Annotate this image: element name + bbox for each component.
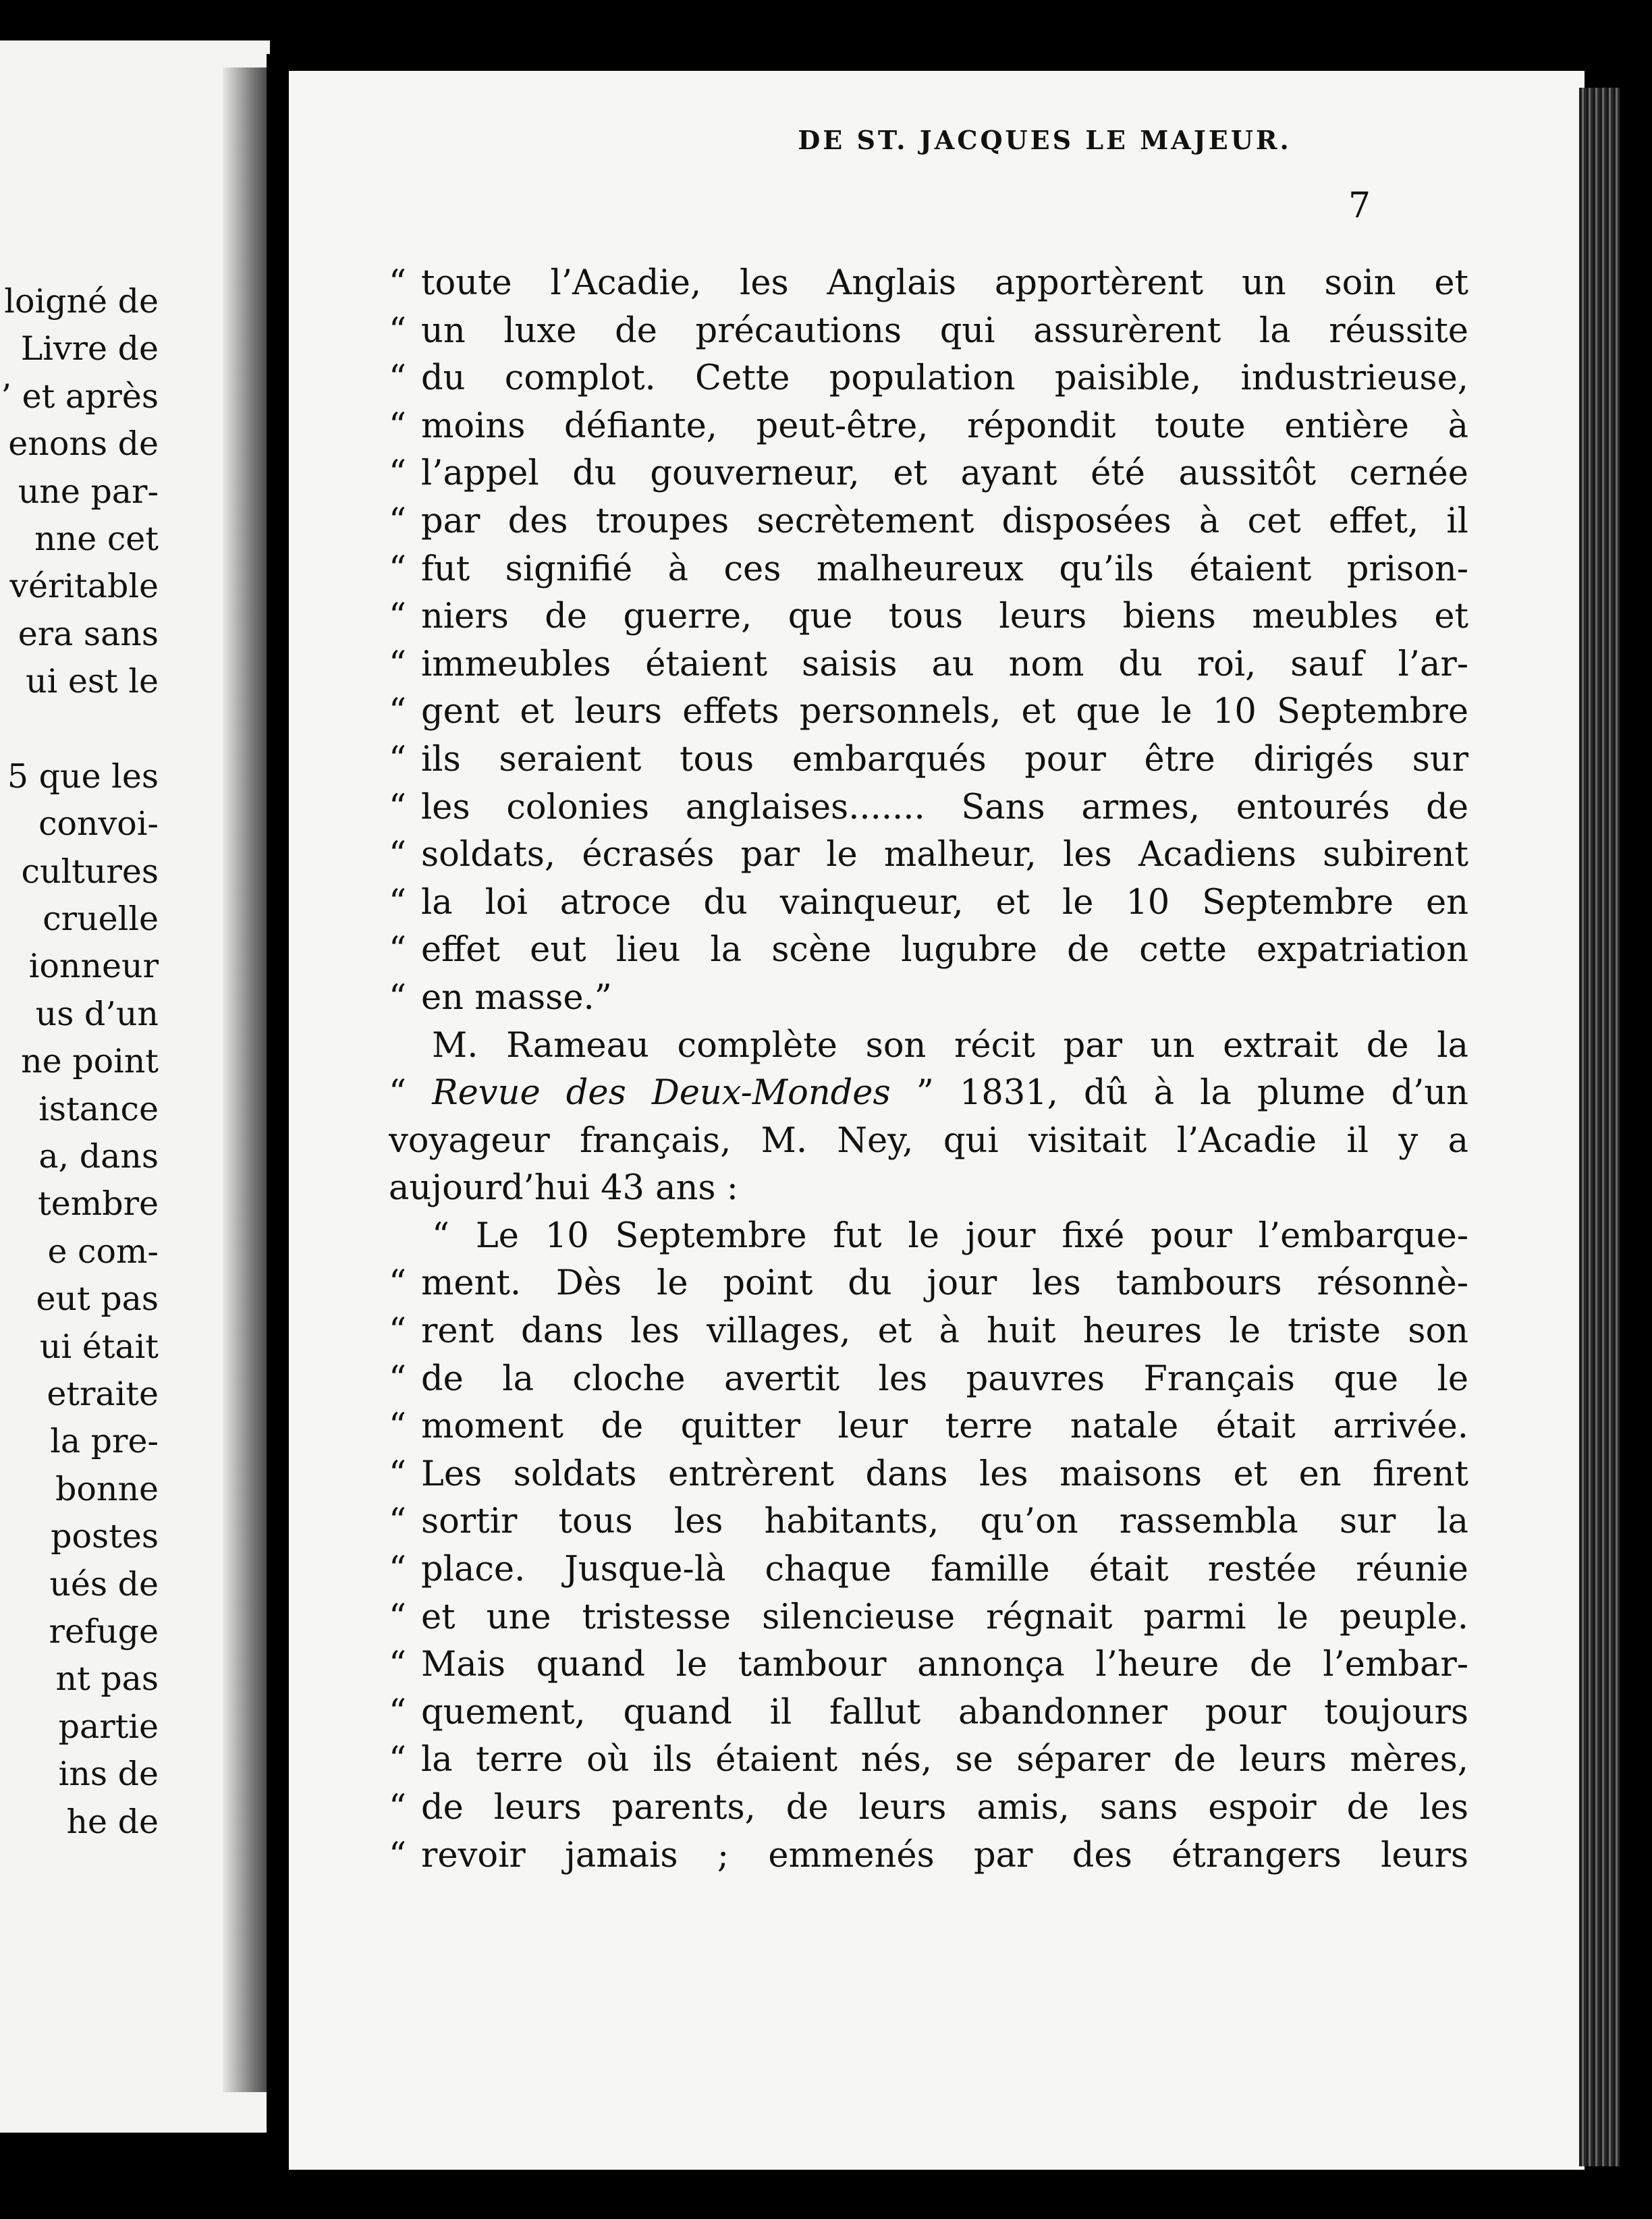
quote-mark: “ — [389, 310, 407, 351]
left-page-line: eut pas — [36, 1280, 159, 1319]
left-page-line: 5 que les — [7, 757, 159, 796]
quoted-line — [389, 260, 1468, 308]
quoted-line — [389, 736, 1468, 784]
quoted-line-text: immeubles étaient saisis au nom du roi, sauf l’ar- — [421, 644, 1468, 684]
quote-mark: “ — [389, 692, 407, 732]
quoted-line — [389, 1498, 1468, 1546]
left-page-line: enons de — [8, 424, 159, 464]
page-number: 7 — [1348, 186, 1371, 226]
quoted-line-text: soldats, écrasés par le malheur, les Acadiens subirent — [421, 835, 1468, 875]
left-page-line: partie — [58, 1707, 159, 1746]
quoted-line-text: rent dans les villages, et à huit heures le triste son — [421, 1311, 1468, 1352]
quoted-line — [389, 308, 1468, 356]
left-page-line: ’ et après — [1, 377, 159, 416]
quoted-line-text: les colonies anglaises....... Sans armes, entourés de — [421, 787, 1468, 827]
quote-mark: “ — [389, 1311, 407, 1352]
quoted-line — [389, 1356, 1468, 1404]
left-page-line: Livre de — [20, 329, 159, 368]
quote-mark: “ — [389, 1550, 407, 1590]
left-page-line: une par- — [18, 472, 159, 511]
quoted-line — [389, 498, 1468, 546]
quoted-line — [389, 1308, 1468, 1356]
left-page-line: ionneur — [28, 947, 159, 986]
quoted-line — [389, 1403, 1468, 1451]
left-page-line: cruelle — [43, 900, 159, 939]
quote-mark: “ — [389, 358, 407, 399]
quoted-line-text: l’appel du gouverneur, et ayant été aussitôt cernée — [421, 454, 1468, 494]
quoted-line — [389, 1546, 1468, 1594]
quoted-line — [389, 1689, 1468, 1737]
quote-mark: “ — [389, 1788, 407, 1828]
quote-mark: “ — [389, 1597, 407, 1637]
left-page-line: ués de — [49, 1564, 159, 1604]
quoted-line — [389, 688, 1468, 736]
quote-mark: “ — [389, 1502, 407, 1542]
left-page-line: he de — [66, 1802, 159, 1841]
quote-mark: “ — [389, 930, 407, 970]
quoted-line-text: de la cloche avertit les pauvres Français que le — [421, 1359, 1468, 1399]
left-page-line: era sans — [18, 614, 159, 653]
quote-mark: “ — [389, 1740, 407, 1780]
left-page-line: tembre — [38, 1184, 159, 1224]
quoted-line — [389, 927, 1468, 975]
quoted-line-text: du complot. Cette population paisible, industrieuse, — [421, 358, 1468, 399]
quoted-line — [389, 831, 1468, 879]
quoted-line-text: quement, quand il fallut abandonner pour toujours — [421, 1692, 1468, 1732]
scan-bottom-border — [289, 2170, 1585, 2219]
quoted-line — [389, 1832, 1468, 1880]
quote-mark: “ — [389, 1406, 407, 1447]
paragraph-line: M. Rameau complète son récit par un extrait de la — [432, 1025, 1468, 1066]
quoted-line — [389, 450, 1468, 498]
quoted-line — [389, 1594, 1468, 1642]
quoted-line — [389, 355, 1468, 403]
quoted-line-text: en masse.” — [421, 977, 612, 1018]
left-page-line: nne cet — [34, 519, 159, 558]
quoted-line-text: et une tristesse silencieuse régnait parmi le peuple. — [421, 1597, 1468, 1637]
quote-mark: “ — [389, 644, 407, 684]
page-body — [389, 260, 1468, 1880]
quoted-line — [389, 784, 1468, 832]
quoted-line-text: revoir jamais ; emmenés par des étrangers leurs — [421, 1835, 1468, 1875]
left-page-line: refuge — [49, 1612, 159, 1651]
quoted-line — [389, 1784, 1468, 1832]
quote-mark: “ — [389, 263, 407, 303]
quoted-line-text: niers de guerre, que tous leurs biens meubles et — [421, 597, 1468, 637]
quote-mark: “ — [389, 787, 407, 827]
running-head: DE ST. JACQUES LE MAJEUR. — [798, 125, 1292, 155]
quoted-line — [389, 403, 1468, 451]
paragraph-line-text: ” 1831, dû à la plume d’un — [890, 1073, 1468, 1114]
left-page-line: nt pas — [55, 1660, 159, 1699]
quoted-line-text: sortir tous les habitants, qu’on rassembla sur la — [421, 1502, 1468, 1542]
page-edges — [1579, 88, 1620, 2166]
quoted-line — [389, 1260, 1468, 1308]
quote-mark: “ — [389, 882, 407, 923]
quoted-line — [389, 1451, 1468, 1499]
quoted-line-text: effet eut lieu la scène lugubre de cette expatriation — [421, 930, 1468, 970]
left-page-line: ne point — [21, 1042, 159, 1081]
quoted-line — [389, 593, 1468, 641]
left-page-line: etraite — [47, 1374, 159, 1413]
quote-mark: “ — [389, 1835, 407, 1875]
left-page-line: ui est le — [26, 662, 159, 701]
left-page-line — [0, 706, 159, 753]
quotation-opening-line: “ Le 10 Septembre fut le jour fixé pour l’embarque- — [432, 1215, 1468, 1256]
left-page-line: a, dans — [38, 1137, 159, 1176]
left-page-line: convoi- — [38, 804, 159, 844]
left-page-line: us d’un — [35, 994, 159, 1033]
quote-mark: “ — [389, 1073, 407, 1114]
quoted-line-text: de leurs parents, de leurs amis, sans espoir de les — [421, 1788, 1468, 1828]
quoted-line-text: moment de quitter leur terre natale était arrivée. — [421, 1406, 1468, 1447]
quoted-line-text: gent et leurs effets personnels, et que le 10 Septembre — [421, 692, 1468, 732]
journal-title: Revue des Deux-Mondes — [432, 1073, 891, 1114]
left-page-line: ui était — [39, 1327, 159, 1366]
quote-mark: “ — [389, 835, 407, 875]
quoted-line — [389, 1641, 1468, 1689]
quoted-line-text: un luxe de précautions qui assurèrent la réussite — [421, 310, 1468, 351]
left-page-line: istance — [38, 1089, 159, 1128]
left-page-line: ins de — [58, 1755, 159, 1794]
left-page-line: la pre- — [50, 1422, 159, 1461]
quoted-line-text: toute l’Acadie, les Anglais apportèrent un soin et — [421, 263, 1468, 303]
left-page-line: loigné de — [4, 282, 159, 321]
quote-mark: “ — [389, 1454, 407, 1494]
paragraph-line — [389, 1070, 1468, 1118]
paragraph-line: aujourd’hui 43 ans : — [389, 1168, 738, 1209]
quoted-line-text: fut signifié à ces malheureux qu’ils étaient prison- — [421, 549, 1468, 589]
quoted-line-text: la loi atroce du vainqueur, et le 10 Septembre en — [421, 882, 1468, 923]
quote-mark: “ — [389, 454, 407, 494]
quoted-line — [389, 1736, 1468, 1784]
quoted-line-text: Les soldats entrèrent dans les maisons et en firent — [421, 1454, 1468, 1494]
quote-mark: “ — [389, 406, 407, 446]
left-page-text — [0, 278, 159, 1846]
quoted-line-text: ils seraient tous embarqués pour être dirigés sur — [421, 739, 1468, 779]
quote-mark: “ — [389, 1359, 407, 1399]
quote-mark: “ — [389, 1263, 407, 1304]
quote-mark: “ — [389, 1645, 407, 1685]
quoted-line — [389, 641, 1468, 689]
quoted-line-text: moins défiante, peut-être, répondit toute entière à — [421, 406, 1468, 446]
quote-mark: “ — [389, 1692, 407, 1732]
left-page-line: bonne — [55, 1469, 159, 1508]
quoted-line-text: Mais quand le tambour annonça l’heure de l’embar- — [421, 1645, 1468, 1685]
right-page — [289, 71, 1585, 2170]
left-page-line: e com- — [47, 1232, 159, 1271]
quote-mark: “ — [389, 501, 407, 541]
quote-mark: “ — [389, 739, 407, 779]
left-page-line: véritable — [9, 567, 159, 606]
quoted-line — [389, 879, 1468, 927]
quoted-line-text: la terre où ils étaient nés, se séparer de leurs mères, — [421, 1740, 1468, 1780]
left-page-line: cultures — [21, 852, 159, 891]
quotation-block-1 — [389, 260, 1468, 1022]
quoted-line-text: par des troupes secrètement disposées à cet effet, il — [421, 501, 1468, 541]
quote-mark: “ — [389, 977, 407, 1018]
quoted-line — [389, 546, 1468, 594]
quotation-block-2 — [389, 1260, 1468, 1880]
quote-mark: “ — [389, 549, 407, 589]
paragraph-line: voyageur français, M. Ney, qui visitait l’Acadie il y a — [389, 1120, 1468, 1161]
quoted-line-text: ment. Dès le point du jour les tambours résonnè- — [421, 1263, 1468, 1304]
quote-mark: “ — [389, 597, 407, 637]
left-page-line: postes — [51, 1517, 159, 1556]
quoted-line — [389, 975, 1468, 1022]
quoted-line-text: place. Jusque-là chaque famille était restée réunie — [421, 1550, 1468, 1590]
